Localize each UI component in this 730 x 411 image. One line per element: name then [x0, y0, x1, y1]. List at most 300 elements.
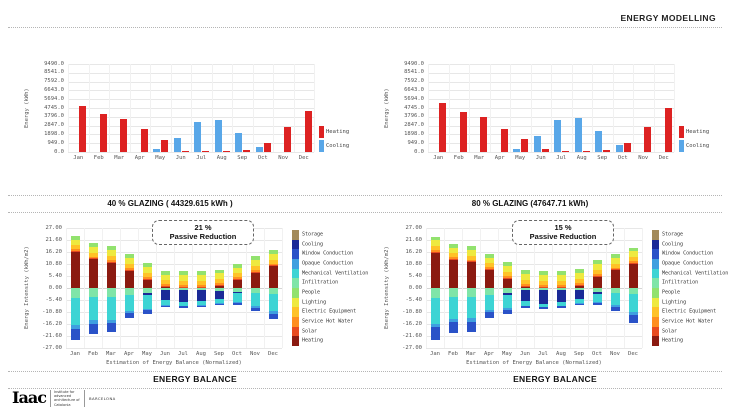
segment-window-conduction-jun: [521, 306, 530, 308]
segment-electric-equipment-aug: [197, 281, 206, 285]
segment-solar-jan: [71, 251, 80, 252]
segment-lighting-feb: [89, 247, 98, 253]
bar-cooling-jul: [194, 122, 201, 152]
legend-swatch-opaque-conduction: [292, 259, 299, 269]
legend-label-mechanical-ventilation: Mechanical Ventilation: [662, 270, 729, 276]
bar-heating-aug: [223, 151, 230, 152]
segment-mechanical-ventilation-oct: [233, 293, 242, 301]
segment-heating-mar: [107, 263, 116, 288]
vertical-gridline: [192, 228, 193, 348]
bar-heating-feb: [460, 112, 467, 152]
segment-solar-may: [503, 278, 512, 279]
y-tick-label: -16.20: [42, 320, 62, 327]
y-tick-label: 5694.0: [44, 95, 64, 102]
bar-heating-oct: [264, 143, 271, 152]
bar-heating-may: [161, 140, 168, 152]
x-tick-label: Jan: [430, 351, 440, 357]
segment-electric-equipment-dec: [269, 260, 278, 264]
segment-infiltration-feb: [449, 288, 458, 297]
x-tick-label: Jan: [73, 155, 84, 161]
legend-label-service-hot-water: Service Hot Water: [302, 318, 354, 325]
segment-lighting-sep: [575, 273, 584, 279]
segment-window-conduction-oct: [593, 303, 602, 305]
bar-heating-jul: [562, 151, 569, 152]
legend-label-solar: Solar: [302, 328, 318, 334]
vertical-gridline: [253, 64, 254, 152]
segment-service-hot-water-may: [143, 277, 152, 279]
x-tick-label: Jul: [178, 351, 188, 357]
segment-people-jan: [431, 237, 440, 241]
legend-label-cooling: Cooling: [662, 241, 684, 247]
segment-service-hot-water-jul: [539, 285, 548, 287]
segment-window-conduction-dec: [269, 314, 278, 319]
passive-reduction-percent: 15 %: [554, 223, 572, 232]
legend-label-opaque-conduction: Opaque Conduction: [302, 260, 354, 267]
y-tick-label: -10.80: [402, 308, 422, 315]
segment-service-hot-water-apr: [125, 268, 134, 270]
segment-service-hot-water-feb: [89, 257, 98, 259]
chart-energy-balance-80: [382, 218, 730, 370]
segment-solar-feb: [89, 258, 98, 259]
y-tick-label: -27.00: [42, 344, 62, 351]
segment-electric-equipment-mar: [467, 256, 476, 260]
bar-heating-jan: [79, 106, 86, 152]
y-tick-label: 949.0: [47, 139, 64, 146]
gridline: [428, 152, 674, 153]
vertical-gridline: [191, 64, 192, 152]
vertical-gridline: [516, 228, 517, 348]
bar-heating-mar: [480, 117, 487, 152]
x-tick-label: Jun: [520, 351, 530, 357]
x-tick-label: Mar: [474, 155, 485, 161]
x-tick-label: Dec: [298, 155, 309, 161]
legend-label-heating: Heating: [326, 129, 350, 135]
legend-swatch-mechanical-ventilation: [652, 269, 659, 279]
x-tick-label: Oct: [592, 351, 602, 357]
segment-solar-nov: [611, 269, 620, 270]
vertical-gridline: [294, 64, 295, 152]
bar-heating-jun: [182, 151, 189, 152]
segment-mechanical-ventilation-oct: [593, 294, 602, 302]
passive-reduction-callout-40: [152, 220, 254, 245]
vertical-gridline: [264, 228, 265, 348]
legend-swatch-window-conduction: [292, 249, 299, 259]
segment-window-conduction-sep: [575, 304, 584, 305]
bar-heating-nov: [644, 127, 651, 152]
segment-lighting-jul: [179, 275, 188, 281]
segment-lighting-oct: [233, 268, 242, 274]
segment-window-conduction-aug: [197, 306, 206, 307]
segment-mechanical-ventilation-apr: [485, 295, 494, 311]
segment-electric-equipment-jul: [179, 281, 188, 285]
segment-people-oct: [233, 264, 242, 268]
segment-window-conduction-oct: [233, 303, 242, 305]
segment-people-oct: [593, 260, 602, 264]
y-tick-label: 949.0: [407, 139, 424, 146]
vertical-gridline: [498, 228, 499, 348]
legend-label-window-conduction: Window Conduction: [302, 250, 354, 257]
segment-lighting-feb: [449, 248, 458, 254]
legend-label-lighting: Lighting: [302, 299, 327, 305]
y-axis-title: Energy Intensity (kWh/m2): [24, 246, 30, 330]
segment-heating-nov: [251, 272, 260, 288]
segment-lighting-may: [143, 267, 152, 273]
legend-swatch-infiltration: [652, 278, 659, 288]
vertical-gridline: [156, 228, 157, 348]
chart-monthly-energy-80: [382, 58, 717, 170]
segment-lighting-jan: [71, 240, 80, 246]
y-tick-label: 2847.0: [44, 122, 64, 129]
x-tick-label: Apr: [484, 351, 494, 357]
x-tick-label: Dec: [268, 351, 278, 357]
vertical-gridline: [534, 228, 535, 348]
segment-window-conduction-jan: [71, 329, 80, 340]
segment-electric-equipment-jan: [71, 245, 80, 249]
segment-service-hot-water-aug: [557, 285, 566, 287]
segment-heating-oct: [233, 280, 242, 288]
segment-heating-jan: [431, 253, 440, 288]
segment-cooling-jul: [539, 290, 548, 304]
y-tick-label: 5.40: [48, 272, 62, 279]
segment-service-hot-water-oct: [233, 277, 242, 279]
iaac-subtext: Institute for advanced architecture of Catalonia: [50, 390, 80, 407]
segment-electric-equipment-dec: [629, 257, 638, 261]
segment-people-jul: [179, 271, 188, 275]
segment-electric-equipment-feb: [89, 253, 98, 257]
y-tick-label: 27.00: [405, 224, 422, 231]
vertical-gridline: [228, 228, 229, 348]
x-tick-label: May: [515, 155, 526, 161]
iaac-logo: [12, 390, 116, 407]
legend-label-lighting: Lighting: [662, 299, 687, 305]
legend-swatch-people: [652, 288, 659, 298]
x-tick-label: Apr: [134, 155, 145, 161]
segment-heating-mar: [467, 262, 476, 288]
legend-swatch-people: [292, 288, 299, 298]
legend-swatch-storage: [652, 230, 659, 240]
legend-swatch-solar: [652, 327, 659, 337]
segment-people-apr: [485, 254, 494, 258]
y-tick-label: 7592.0: [404, 78, 424, 85]
y-tick-label: 2847.0: [404, 122, 424, 129]
segment-service-hot-water-oct: [593, 274, 602, 276]
segment-cooling-jun: [161, 290, 170, 300]
x-tick-label: Nov: [250, 351, 260, 357]
chart-monthly-energy-40: [22, 58, 357, 170]
segment-service-hot-water-apr: [485, 267, 494, 269]
legend-swatch-lighting: [292, 298, 299, 308]
segment-solar-dec: [629, 263, 638, 264]
x-tick-label: May: [502, 351, 512, 357]
segment-lighting-jun: [161, 275, 170, 281]
segment-people-aug: [557, 271, 566, 275]
segment-window-conduction-feb: [89, 324, 98, 333]
vertical-gridline: [314, 64, 315, 152]
vertical-gridline: [552, 228, 553, 348]
legend-swatch-electric-equipment: [652, 307, 659, 317]
vertical-gridline: [109, 64, 110, 152]
x-tick-label: Sep: [574, 351, 584, 357]
vertical-gridline: [531, 64, 532, 152]
y-tick-label: 8541.0: [404, 69, 424, 76]
segment-solar-feb: [449, 259, 458, 260]
divider-below-footer: [8, 388, 722, 389]
segment-electric-equipment-feb: [449, 253, 458, 257]
segment-mechanical-ventilation-may: [143, 295, 152, 309]
segment-lighting-nov: [251, 260, 260, 266]
legend-label-people: People: [662, 289, 681, 296]
segment-service-hot-water-aug: [197, 285, 206, 287]
passive-reduction-label: Passive Reduction: [169, 232, 237, 242]
y-tick-label: 21.60: [45, 236, 62, 243]
bar-heating-jan: [439, 103, 446, 152]
x-tick-label: Nov: [610, 351, 620, 357]
legend-swatch-heating: [652, 336, 659, 346]
segment-lighting-aug: [557, 275, 566, 281]
bar-cooling-may: [513, 149, 520, 152]
legend-label-cooling: Cooling: [686, 143, 710, 149]
vertical-gridline: [588, 228, 589, 348]
segment-service-hot-water-nov: [251, 270, 260, 272]
bar-heating-jun: [542, 149, 549, 152]
legend-label-mechanical-ventilation: Mechanical Ventilation: [302, 270, 369, 276]
legend-label-electric-equipment: Electric Equipment: [662, 308, 717, 315]
legend-swatch-electric-equipment: [292, 307, 299, 317]
segment-people-may: [503, 262, 512, 266]
x-tick-label: Nov: [638, 155, 649, 161]
x-axis-title: Estimation of Energy Balance (Normalized): [106, 360, 242, 366]
y-tick-label: -21.60: [42, 332, 62, 339]
legend-swatch-heating: [319, 126, 324, 138]
legend-swatch-heating: [679, 126, 684, 138]
x-tick-label: Oct: [232, 351, 242, 357]
y-tick-label: 0.0: [414, 148, 424, 155]
segment-window-conduction-nov: [251, 308, 260, 312]
segment-window-conduction-mar: [107, 323, 116, 332]
legend-label-electric-equipment: Electric Equipment: [302, 308, 357, 315]
segment-window-conduction-dec: [629, 315, 638, 323]
segment-service-hot-water-sep: [215, 283, 224, 285]
segment-window-conduction-jan: [431, 327, 440, 340]
legend-swatch-solar: [292, 327, 299, 337]
y-tick-label: -10.80: [42, 308, 62, 315]
page-title: ENERGY MODELLING: [620, 13, 716, 23]
x-tick-label: Mar: [106, 351, 116, 357]
y-tick-label: 7592.0: [44, 78, 64, 85]
x-tick-label: Jun: [160, 351, 170, 357]
vertical-gridline: [613, 64, 614, 152]
passive-reduction-percent: 21 %: [194, 223, 212, 232]
bar-cooling-oct: [616, 145, 623, 152]
legend-swatch-service-hot-water: [292, 317, 299, 327]
divider-above-titles: [8, 195, 722, 196]
bar-cooling-sep: [595, 131, 602, 152]
x-tick-label: Jun: [175, 155, 186, 161]
segment-people-jun: [161, 271, 170, 275]
segment-electric-equipment-apr: [485, 263, 494, 267]
glazing-title-40: 40 % GLAZING ( 44329.615 kWh ): [107, 199, 233, 208]
y-tick-label: -27.00: [402, 344, 422, 351]
segment-people-feb: [89, 243, 98, 247]
segment-electric-equipment-jun: [161, 280, 170, 284]
segment-heating-apr: [125, 270, 134, 288]
x-tick-label: Jul: [196, 155, 207, 161]
segment-electric-equipment-aug: [557, 281, 566, 285]
legend-label-solar: Solar: [662, 328, 678, 334]
y-tick-label: 0.0: [54, 148, 64, 155]
segment-service-hot-water-jan: [71, 249, 80, 251]
x-tick-label: Jan: [70, 351, 80, 357]
legend-swatch-infiltration: [292, 278, 299, 288]
y-tick-label: 27.00: [45, 224, 62, 231]
x-tick-label: Sep: [237, 155, 248, 161]
segment-service-hot-water-dec: [269, 264, 278, 266]
x-tick-label: Nov: [278, 155, 289, 161]
segment-solar-sep: [215, 285, 224, 286]
segment-lighting-apr: [485, 258, 494, 264]
x-tick-label: Aug: [216, 155, 227, 161]
segment-heating-may: [503, 279, 512, 288]
bar-heating-sep: [243, 150, 250, 152]
segment-infiltration-apr: [125, 288, 134, 295]
segment-cooling-aug: [557, 290, 566, 302]
legend-swatch-window-conduction: [652, 249, 659, 259]
vertical-gridline: [449, 64, 450, 152]
segment-solar-jan: [431, 252, 440, 253]
x-tick-label: Sep: [597, 155, 608, 161]
bar-heating-feb: [100, 114, 107, 152]
legend-label-people: People: [302, 289, 321, 296]
bar-cooling-aug: [575, 118, 582, 152]
segment-mechanical-ventilation-dec: [629, 294, 638, 312]
segment-solar-jun: [521, 286, 530, 287]
segment-solar-oct: [233, 279, 242, 280]
divider-above-footer: [8, 371, 722, 372]
segment-cooling-sep: [575, 290, 584, 299]
segment-lighting-mar: [107, 250, 116, 256]
segment-lighting-nov: [611, 258, 620, 264]
segment-service-hot-water-jun: [521, 284, 530, 286]
vertical-gridline: [68, 64, 69, 152]
x-tick-label: Feb: [93, 155, 104, 161]
legend-label-infiltration: Infiltration: [662, 279, 699, 286]
vertical-gridline: [89, 64, 90, 152]
vertical-gridline: [171, 64, 172, 152]
y-tick-label: 21.60: [405, 236, 422, 243]
x-axis-title: Estimation of Energy Balance (Normalized): [466, 360, 602, 366]
segment-mechanical-ventilation-may: [503, 295, 512, 308]
energy-balance-label-left: ENERGY BALANCE: [153, 374, 237, 384]
x-tick-label: Oct: [617, 155, 628, 161]
bar-cooling-jun: [534, 136, 541, 152]
legend-swatch-service-hot-water: [652, 317, 659, 327]
segment-lighting-may: [503, 266, 512, 272]
legend-swatch-lighting: [652, 298, 659, 308]
y-tick-label: -21.60: [402, 332, 422, 339]
vertical-gridline: [212, 64, 213, 152]
x-tick-label: Oct: [257, 155, 268, 161]
segment-mechanical-ventilation-jan: [71, 298, 80, 325]
gridline: [66, 348, 282, 349]
segment-electric-equipment-nov: [251, 266, 260, 270]
segment-electric-equipment-jul: [539, 281, 548, 285]
y-tick-label: 16.20: [45, 248, 62, 255]
passive-reduction-callout-80: [512, 220, 614, 245]
legend-label-cooling: Cooling: [302, 241, 324, 247]
y-tick-label: 1898.0: [404, 130, 424, 137]
segment-solar-dec: [269, 265, 278, 266]
vertical-gridline: [592, 64, 593, 152]
vertical-gridline: [624, 228, 625, 348]
segment-mechanical-ventilation-mar: [467, 297, 476, 319]
legend-label-heating: Heating: [302, 337, 324, 344]
legend-label-heating: Heating: [686, 129, 710, 135]
x-tick-label: Aug: [196, 351, 206, 357]
energy-balance-label-right: ENERGY BALANCE: [513, 374, 597, 384]
segment-infiltration-mar: [107, 288, 116, 297]
legend-label-storage: Storage: [662, 231, 684, 238]
y-tick-label: 0.00: [408, 284, 422, 291]
segment-electric-equipment-sep: [215, 279, 224, 283]
segment-solar-may: [143, 279, 152, 280]
bar-heating-nov: [284, 127, 291, 152]
segment-electric-equipment-jun: [521, 280, 530, 284]
y-tick-label: 16.20: [405, 248, 422, 255]
legend-label-service-hot-water: Service Hot Water: [662, 318, 714, 325]
segment-heating-dec: [269, 266, 278, 288]
segment-people-jun: [521, 270, 530, 274]
vertical-gridline: [510, 64, 511, 152]
segment-window-conduction-jun: [161, 306, 170, 307]
y-tick-label: -5.40: [45, 296, 62, 303]
vertical-gridline: [606, 228, 607, 348]
legend-label-infiltration: Infiltration: [302, 279, 339, 286]
segment-window-conduction-may: [503, 310, 512, 314]
bar-heating-apr: [141, 129, 148, 152]
legend-swatch-heating: [292, 336, 299, 346]
vertical-gridline: [150, 64, 151, 152]
vertical-gridline: [570, 228, 571, 348]
x-tick-label: Dec: [658, 155, 669, 161]
segment-service-hot-water-sep: [575, 283, 584, 285]
legend-swatch-storage: [292, 230, 299, 240]
y-tick-label: 8541.0: [44, 69, 64, 76]
segment-people-apr: [125, 254, 134, 258]
divider-below-titles: [8, 212, 722, 213]
segment-people-jan: [71, 236, 80, 240]
vertical-gridline: [246, 228, 247, 348]
bar-cooling-oct: [256, 147, 263, 152]
segment-cooling-jul: [179, 290, 188, 302]
segment-mechanical-ventilation-nov: [611, 293, 620, 305]
chart-energy-balance-40: [22, 218, 372, 370]
segment-solar-sep: [575, 285, 584, 286]
segment-heating-jan: [71, 252, 80, 288]
y-tick-label: -16.20: [402, 320, 422, 327]
x-tick-label: Feb: [448, 351, 458, 357]
segment-infiltration-feb: [89, 288, 98, 297]
segment-lighting-mar: [467, 250, 476, 256]
segment-window-conduction-sep: [215, 304, 224, 305]
segment-lighting-sep: [215, 273, 224, 279]
legend-swatch-cooling: [652, 240, 659, 250]
gridline: [68, 152, 314, 153]
vertical-gridline: [462, 228, 463, 348]
segment-lighting-aug: [197, 275, 206, 281]
y-tick-label: 9490.0: [44, 60, 64, 67]
y-tick-label: 9490.0: [404, 60, 424, 67]
y-tick-label: 10.80: [405, 260, 422, 267]
